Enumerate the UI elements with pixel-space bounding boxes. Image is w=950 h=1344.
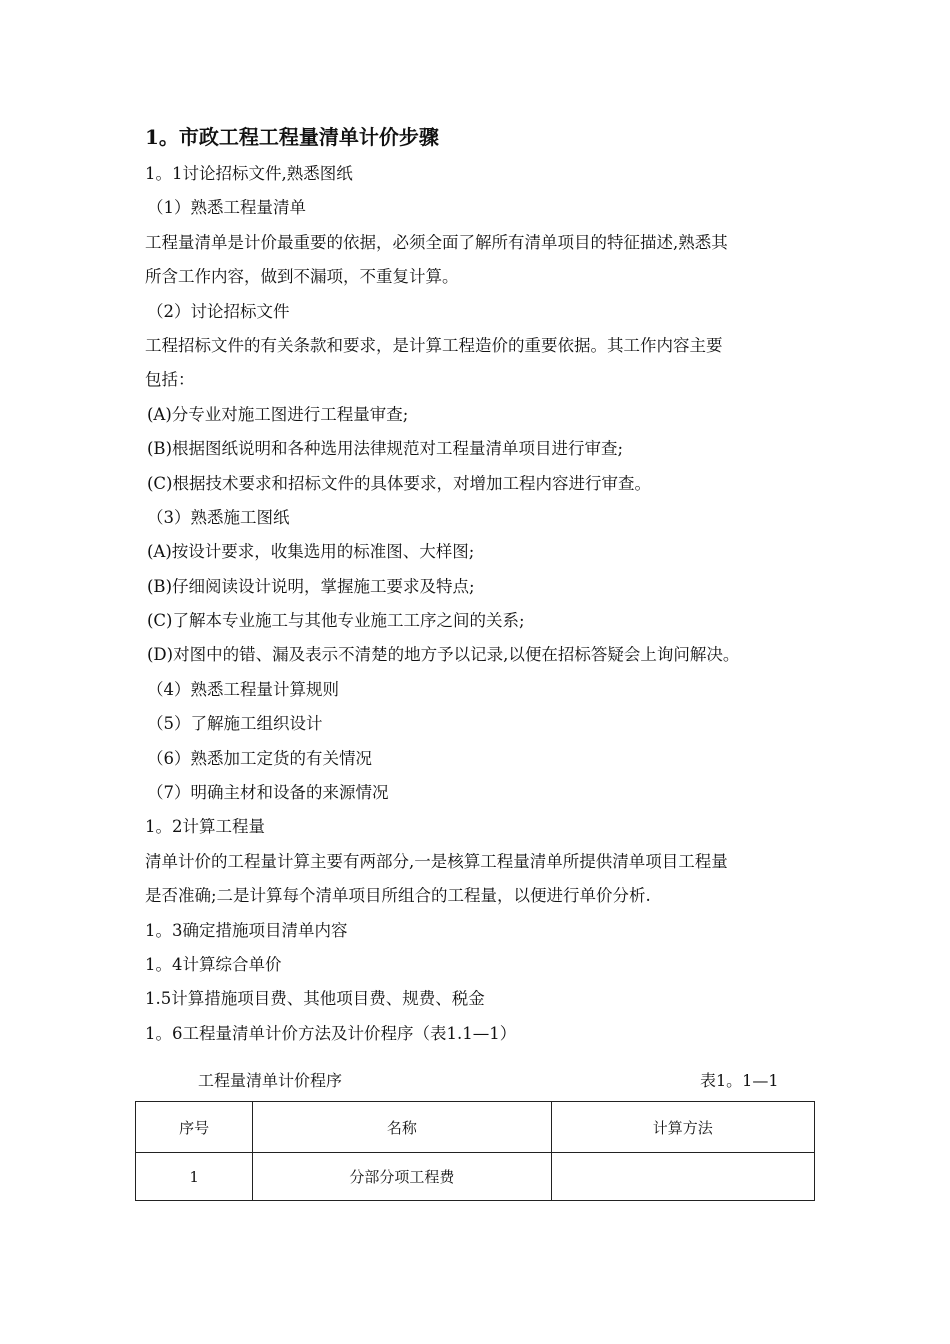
- list-item: （1）熟悉工程量清单: [147, 198, 306, 218]
- column-header-name: 名称: [253, 1102, 551, 1153]
- list-item: (C)了解本专业施工与其他专业施工工序之间的关系;: [147, 611, 525, 631]
- paragraph-line: 工程招标文件的有关条款和要求，是计算工程造价的重要依据。其工作内容主要: [145, 335, 723, 355]
- list-item: （4）熟悉工程量计算规则: [147, 679, 339, 699]
- pricing-procedure-table: [135, 1101, 815, 1201]
- subsection-title: 1。1讨论招标文件,熟悉图纸: [145, 164, 353, 183]
- list-item: （6）熟悉加工定货的有关情况: [147, 748, 372, 768]
- paragraph-line: 包括：: [145, 370, 195, 390]
- subsection-title: 1。4计算综合单价: [145, 954, 282, 974]
- subsection-title: 1。3确定措施项目清单内容: [145, 920, 348, 940]
- paragraph-line: 工程量清单是计价最重要的依据，必须全面了解所有清单项目的特征描述,熟悉其: [145, 232, 728, 252]
- paragraph-line: 所含工作内容，做到不漏项，不重复计算。: [145, 267, 459, 287]
- list-item: (A)分专业对施工图进行工程量审查;: [147, 404, 409, 424]
- column-header-no: 序号: [136, 1102, 253, 1153]
- list-item: (B)根据图纸说明和各种选用法律规范对工程量清单项目进行审查;: [147, 439, 624, 459]
- table-title: 工程量清单计价程序: [198, 1071, 343, 1090]
- list-item: (B)仔细阅读设计说明，掌握施工要求及特点;: [147, 576, 475, 596]
- subsection-title: 1.5计算措施项目费、其他项目费、规费、税金: [145, 989, 485, 1009]
- column-header-method: 计算方法: [551, 1102, 814, 1153]
- list-item: (C)根据技术要求和招标文件的具体要求，对增加工程内容进行审查。: [147, 473, 651, 493]
- paragraph-line: 清单计价的工程量计算主要有两部分,一是核算工程量清单所提供清单项目工程量: [145, 851, 728, 871]
- list-item: （5）了解施工组织设计: [147, 714, 323, 734]
- subsection-title: 1。2计算工程量: [145, 817, 265, 837]
- list-item: （3）熟悉施工图纸: [147, 507, 290, 527]
- cell-no: 1: [136, 1153, 253, 1201]
- section-heading: 1。市政工程工程量清单计价步骤: [145, 125, 439, 149]
- table-caption: [0, 1068, 950, 1094]
- table-row: [136, 1153, 815, 1201]
- body-text: [145, 160, 845, 1054]
- cell-method: [551, 1153, 814, 1201]
- list-item: (A)按设计要求，收集选用的标准图、大样图;: [147, 542, 475, 562]
- cell-name: 分部分项工程费: [253, 1153, 551, 1201]
- list-item: （7）明确主材和设备的来源情况: [147, 783, 389, 803]
- paragraph-line: 是否准确;二是计算每个清单项目所组合的工程量，以便进行单价分析.: [145, 886, 651, 906]
- subsection-title: 1。6工程量清单计价方法及计价程序（表1.1—1）: [145, 1023, 517, 1043]
- list-item: （2）讨论招标文件: [147, 301, 290, 321]
- table-header-row: [136, 1102, 815, 1153]
- list-item: (D)对图中的错、漏及表示不清楚的地方予以记录,以便在招标答疑会上询问解决。: [147, 645, 740, 665]
- table-number: 表1。1—1: [700, 1071, 779, 1090]
